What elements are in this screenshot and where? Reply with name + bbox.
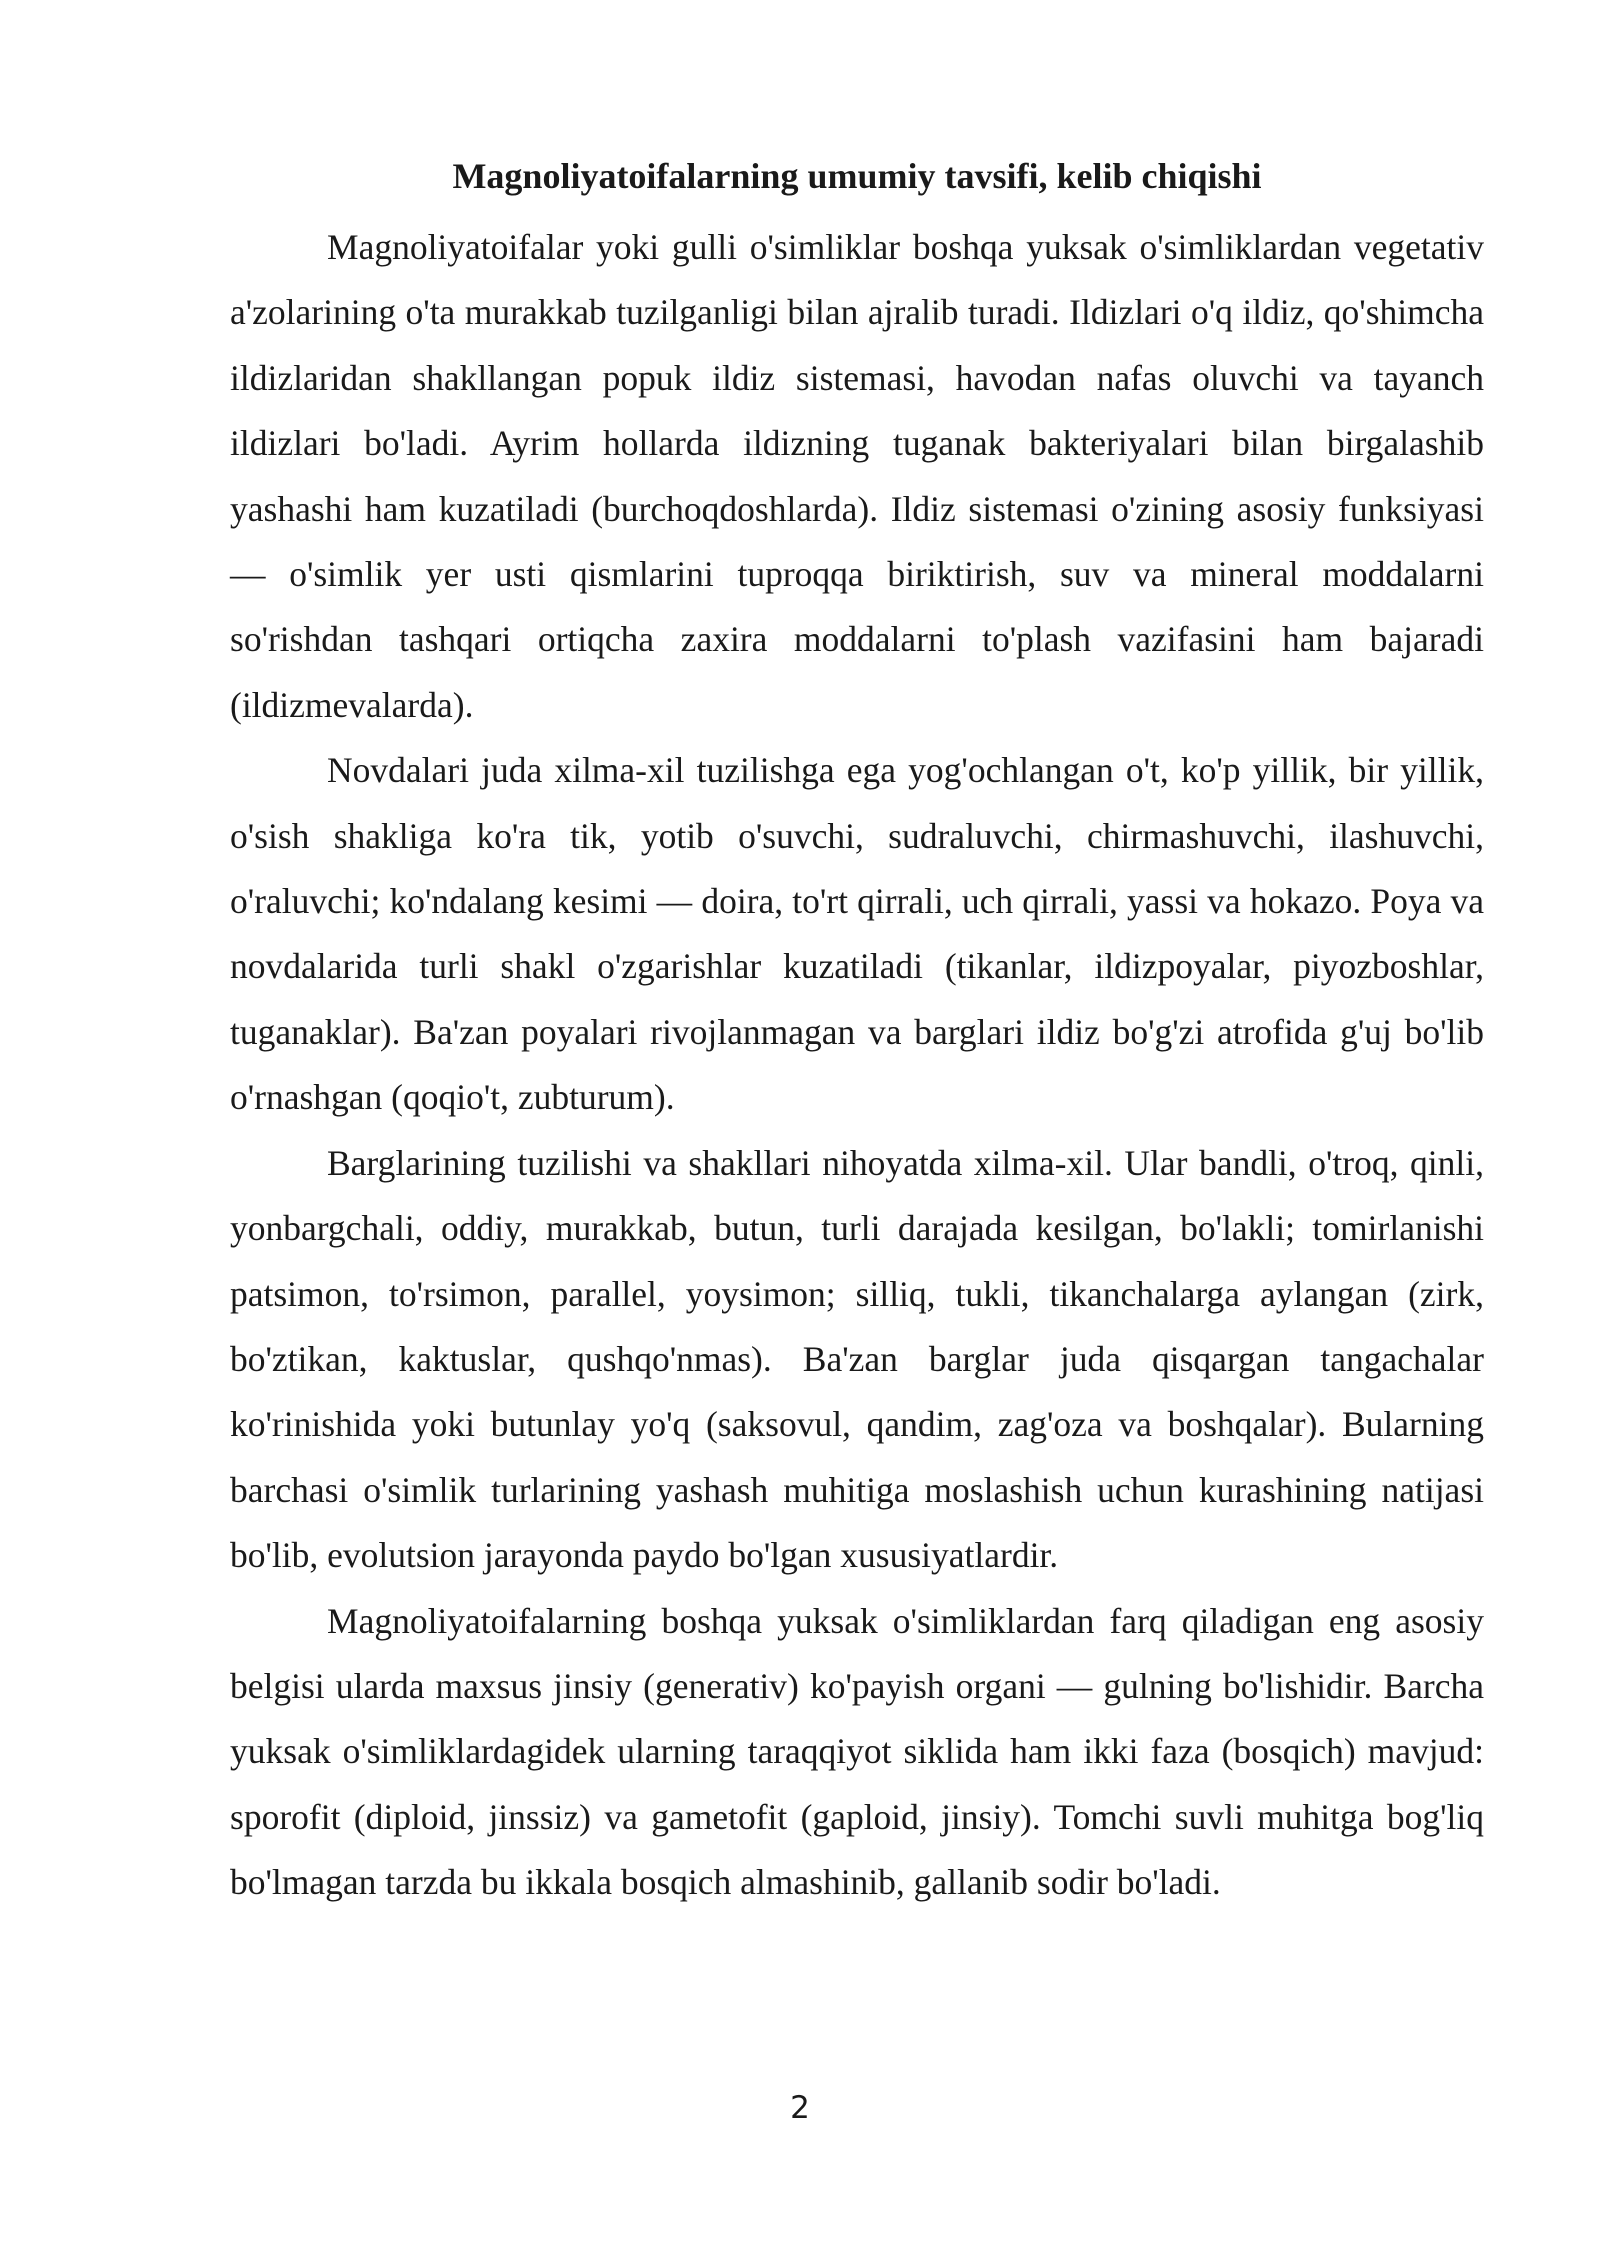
document-title: Magnoliyatoifalarning umumiy tavsifi, kelib chiqishi	[452, 156, 1262, 196]
paragraph-flower: Magnoliyatoifalarning boshqa yuksak o'simliklardan farq qiladigan eng asosiy belgisi ularda maxsus jinsiy (generativ) ko'payish organi — gulning bo'lishidir. Barcha yuksak o'simliklardagidek ularning taraqqiyot siklida ham ikki faza (bosqich) mavjud: sporofit (diploid, jinssiz) va gametofit (gaploid, jinsiy). Tomchi suvli muhitga bog'liq bo'lmagan tarzda bu ikkala bosqich almashinib, gallanib sodir bo'ladi.	[230, 1600, 1484, 1903]
document-body	[230, 215, 1484, 1916]
paragraph-leaves: Barglarining tuzilishi va shakllari nihoyatda xilma-xil. Ular bandli, o'troq, qinli, yonbargchali, oddiy, murakkab, butun, turli darajada kesilgan, bo'lakli; tomirlanishi patsimon, to'rsimon, parallel, yoysimon; silliq, tukli, tikanchalarga aylangan (zirk, bo'ztikan, kaktuslar, qushqo'nmas). Ba'zan barglar juda qisqargan tangachalar ko'rinishida yoki butunlay yo'q (saksovul, qandim, zag'oza va boshqalar). Bularning barchasi o'simlik turlarining yashash muhitiga moslashish uchun kurashining natijasi bo'lib, evolutsion jarayonda paydo bo'lgan xususiyatlardir.	[230, 1142, 1484, 1576]
paragraph-roots: Magnoliyatoifalar yoki gulli o'simliklar boshqa yuksak o'simliklardan vegetativ a'zolarining o'ta murakkab tuzilganligi bilan ajralib turadi. Ildizlari o'q ildiz, qo'shimcha ildizlaridan shakllangan popuk ildiz sistemasi, havodan nafas oluvchi va tayanch ildizlari bo'ladi. Ayrim hollarda ildizning tuganak bakteriyalari bilan birgalashib yashashi ham kuzatiladi (burchoqdoshlarda). Ildiz sistemasi o'zining asosiy funksiyasi — o'simlik yer usti qismlarini tuproqqa biriktirish, suv va mineral moddalarni so'rishdan tashqari ortiqcha zaxira moddalarni to'plash vazifasini ham bajaradi (ildizmevalarda).	[230, 227, 1484, 725]
paragraph-shoots: Novdalari juda xilma-xil tuzilishga ega yog'ochlangan o't, ko'p yillik, bir yillik, o'sish shakliga ko'ra tik, yotib o'suvchi, sudraluvchi, chirmashuvchi, ilashuvchi, o'raluvchi; ko'ndalang kesimi — doira, to'rt qirrali, uch qirrali, yassi va hokazo. Poya va novdalarida turli shakl o'zgarishlar kuzatiladi (tikanlar, ildizpoyalar, piyozboshlar, tuganaklar). Ba'zan poyalari rivojlanmagan va barglari ildiz bo'g'zi atrofida g'uj bo'lib o'rnashgan (qoqio't, zubturum).	[230, 750, 1484, 1118]
page-number: 2	[790, 2090, 810, 2126]
